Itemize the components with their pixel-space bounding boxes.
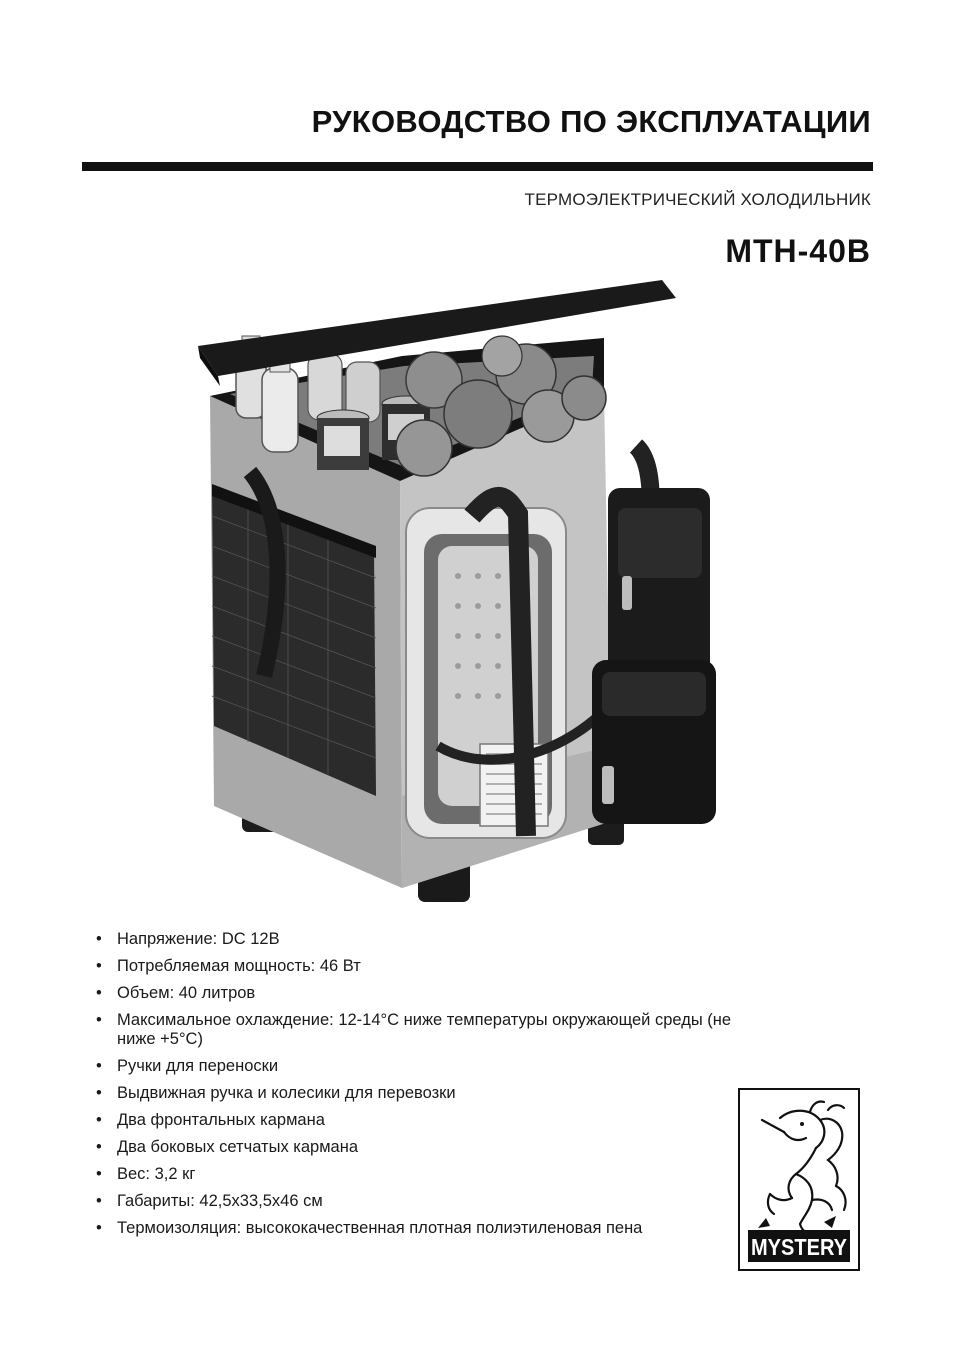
spec-text: Выдвижная ручка и колесики для перевозки [117,1084,456,1102]
bullet-icon: • [96,1011,102,1029]
spec-item [96,1084,736,1103]
spec-text: Потребляемая мощность: 46 Вт [117,957,361,975]
bullet-icon: • [96,1138,102,1156]
logo-wordmark: MYSTERY [751,1234,847,1260]
unicorn-emblem-icon [740,1090,858,1269]
spec-text: Два фронтальных кармана [117,1111,325,1129]
spec-item [96,1057,736,1076]
spec-item [96,1165,736,1184]
spec-text: Термоизоляция: высококачественная плотная полиэтиленовая пена [117,1219,643,1237]
spec-item [96,984,736,1003]
document-title: РУКОВОДСТВО ПО ЭКСПЛУАТАЦИИ [311,104,871,139]
spec-list [96,930,736,1246]
product-type: ТЕРМОЭЛЕКТРИЧЕСКИЙ ХОЛОДИЛЬНИК [524,190,871,209]
bullet-icon: • [96,984,102,1002]
spec-item [96,1219,736,1238]
spec-text: Габариты: 42,5х33,5х46 см [117,1192,323,1210]
bullet-icon: • [96,1084,102,1102]
bullet-icon: • [96,930,102,948]
cooler-bag-photo [188,276,716,904]
spec-item [96,1011,736,1049]
model-name: MTH-40B [725,233,871,269]
bullet-icon: • [96,1192,102,1210]
spec-text: Вес: 3,2 кг [117,1165,196,1183]
spec-item [96,957,736,976]
spec-text: Два боковых сетчатых кармана [117,1138,359,1156]
spec-text: Напряжение: DC 12В [117,930,280,948]
spec-item [96,1111,736,1130]
bullet-icon: • [96,957,102,975]
title-divider [82,162,873,171]
brand-logo [738,1088,860,1271]
bullet-icon: • [96,1165,102,1183]
spec-text: Ручки для переноски [117,1057,279,1075]
spec-text: Объем: 40 литров [117,984,256,1002]
bullet-icon: • [96,1111,102,1129]
spec-item [96,1138,736,1157]
spec-text: Максимальное охлаждение: 12-14°C ниже температуры окружающей среды (не ниже +5°C) [117,1011,732,1048]
bullet-icon: • [96,1057,102,1075]
spec-item [96,930,736,949]
bullet-icon: • [96,1219,102,1237]
spec-item [96,1192,736,1211]
